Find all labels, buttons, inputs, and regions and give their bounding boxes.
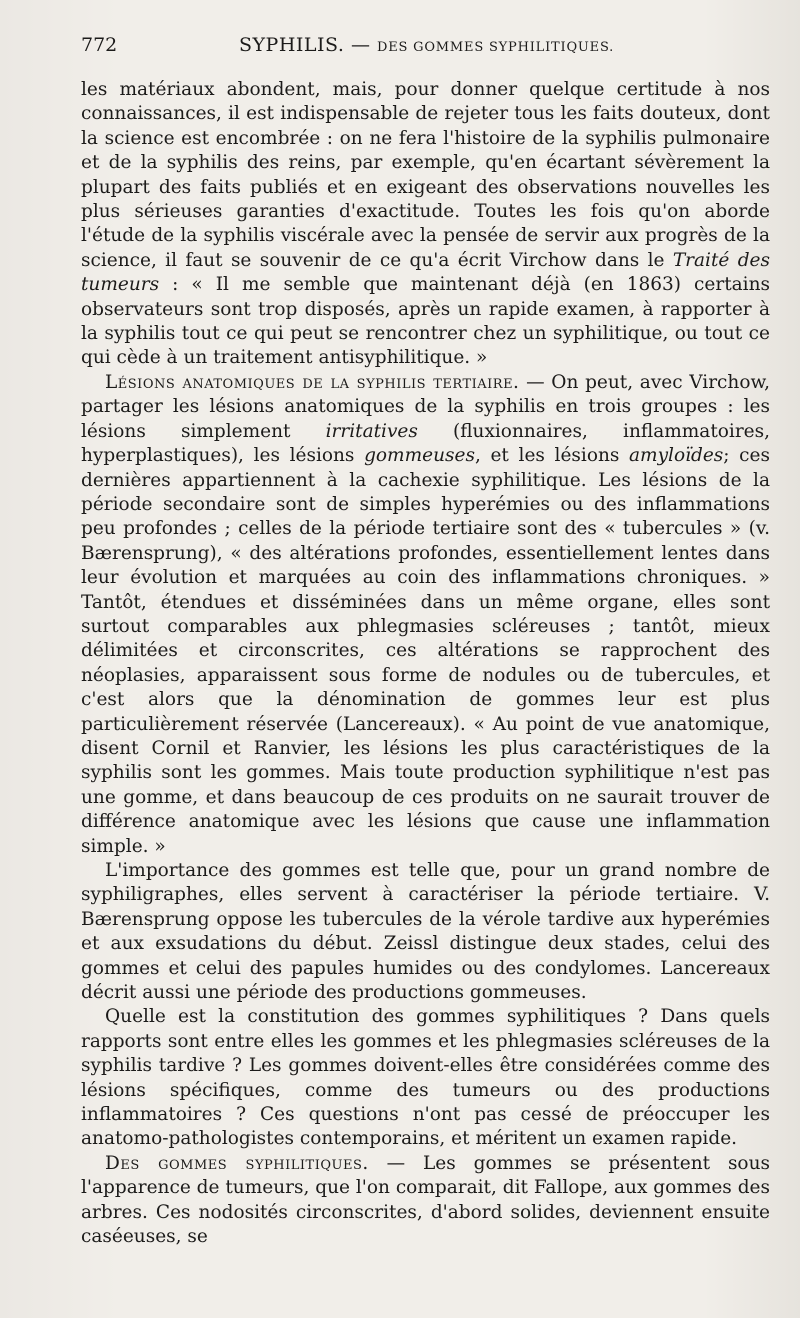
paragraph-2 — [81, 371, 770, 859]
paragraph-1 — [81, 78, 770, 371]
paragraph-4: Quelle est la constitution des gommes syphilitiques ? Dans quels rapports sont entre elles les gommes et les phlegmasies scléreuses de la syphilis tardive ? Les gommes doivent-elles être considérées comme des lésions spécifiques, comme des tumeurs ou des productions inflammatoires ? Ces questions n'ont pas cessé de préoccuper les anatomo-pathologistes contemporains, et méritent un examen rapide. — [81, 1006, 770, 1150]
running-head-title: SYPHILIS. — [239, 34, 345, 56]
paragraph-1-text: les matériaux abondent, mais, pour donner quelque certitude à nos connaissances, il est indispensable de rejeter tous les faits douteux, dont la science est encombrée : on ne fera l'histoire de la syphilis pulmonaire et de la syphilis des reins, par exemple, qu'en écartant sévèrement la plupart des faits publiés et en exigeant des observations nouvelles les plus sérieuses garanties d'exactitude. Toutes les fois qu'on aborde l'étude de la syphilis viscérale avec la pensée de servir aux progrès de la science, il faut se souvenir de ce qu'a écrit Virchow dans le — [81, 79, 770, 271]
section-heading-gommes: Des gommes syphilitiques. — [105, 1152, 369, 1174]
paragraph-2-text-2: (fluxionnaires, inflammatoires, hyperplastiques), les lésions — [81, 420, 770, 467]
paragraph-5-text: — Les gommes se présentent sous l'apparence de tumeurs, que l'on comparait, dit Fallope, aux gommes des arbres. Ces nodosités circonscrites, d'abord solides, deviennent ensuite caséeuses, se — [81, 1152, 770, 1248]
paragraph-2-text-4: ; ces dernières appartiennent à la cachexie syphilitique. Les lésions de la période secondaire sont de simples hyperémies ou des inflammations peu profondes ; celles de la période tertiaire sont des « tubercules » (v. Bærensprung), « des altérations profondes, essentiellement lentes dans leur évolution et marquées au coin des inflammations chroniques. » Tantôt, étendues et disséminées dans un même organe, elles sont surtout comparables aux phlegmasies scléreuses ; tantôt, mieux délimitées et circonscrites, ces altérations se rapprochent des néoplasies, apparaissent sous forme de nodules ou de tubercules, et c'est alors que la dénomination de gommes leur est plus particulièrement réservée (Lancereaux). « Au point de vue anatomique, disent Cornil et Ranvier, les lésions les plus caractéristiques de la syphilis sont les gommes. Mais toute production syphilitique n'est pas une gomme, et dans beaucoup de ces produits on ne saurait trouver de différence anatomique avec les lésions que cause une inflammation simple. » — [81, 445, 770, 857]
body-text — [81, 78, 770, 1250]
paragraph-2-italic-2: gommeuses — [364, 445, 475, 467]
page-header — [81, 34, 770, 64]
section-heading-lesions: Lésions anatomiques de la syphilis tertiaire. — [105, 371, 520, 393]
paragraph-5 — [81, 1152, 770, 1250]
running-head — [239, 34, 614, 56]
paragraph-2-text-1: — On peut, avec Virchow, partager les lésions anatomiques de la syphilis en trois groupes : les lésions simplement — [81, 371, 770, 442]
paragraph-1-italic: Traité des tumeurs — [81, 249, 770, 296]
paragraph-3: L'importance des gommes est telle que, pour un grand nombre de syphiligraphes, elles servent à caractériser la période tertiaire. V. Bærensprung oppose les tubercules de la vérole tardive aux hyperémies et aux exsudations du début. Zeissl distingue deux stades, celui des gommes et celui des papules humides ou des condylomes. Lancereaux décrit aussi une période des productions gommeuses. — [81, 860, 770, 1004]
page-number: 772 — [81, 34, 118, 56]
paragraph-2-italic-3: amyloïdes — [629, 445, 724, 467]
paragraph-1-text-after: : « Il me semble que maintenant déjà (en 1863) certains observateurs sont trop disposés, après un rapide examen, à rapporter à la syphilis tout ce qui peut se rencontrer chez un syphilitique, ou tout ce qui cède à un traitement antisyphilitique. » — [81, 274, 770, 369]
running-head-subtitle: DES GOMMES SYPHILITIQUES. — [377, 40, 615, 55]
running-head-separator: — — [350, 34, 371, 56]
paragraph-2-text-3: , et les lésions — [474, 445, 630, 467]
paragraph-2-italic-1: irritatives — [325, 420, 418, 442]
